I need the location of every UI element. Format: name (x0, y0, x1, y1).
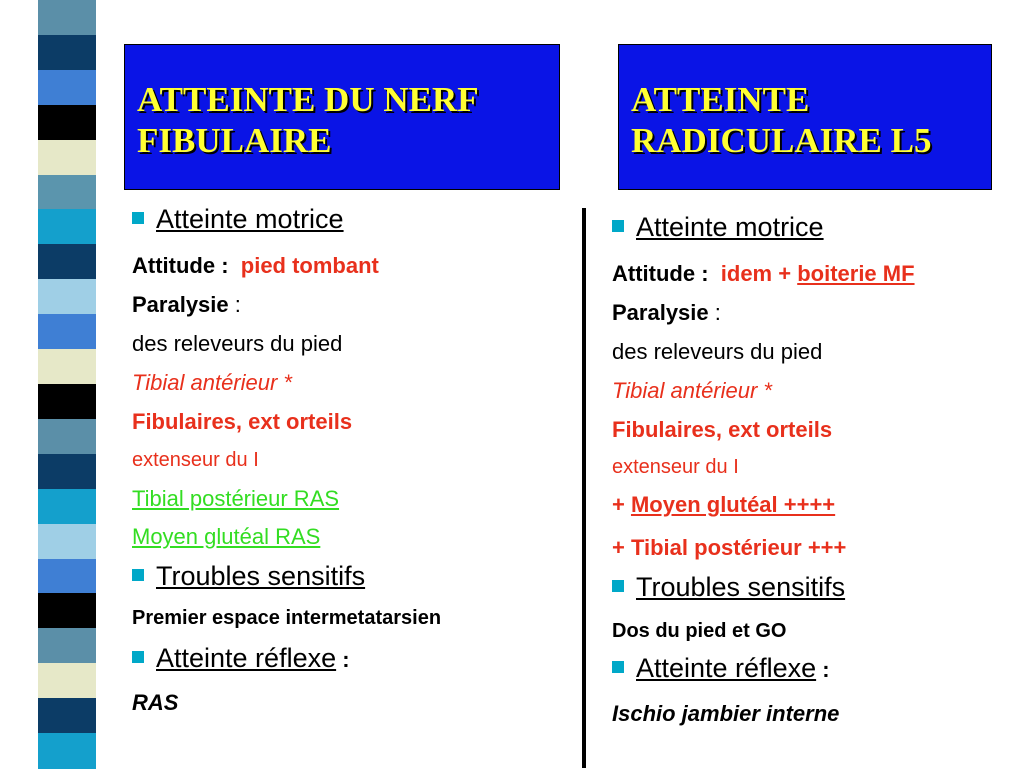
right-motrice-item (612, 212, 824, 243)
left-motrice-item (132, 204, 344, 235)
right-paralysie-line (612, 300, 721, 326)
right-attitude-label: Attitude : (612, 261, 709, 286)
square-bullet-icon (612, 661, 624, 673)
stripe-block (38, 489, 96, 525)
left-attitude-label: Attitude : (132, 253, 229, 278)
left-reflexe-detail: RAS (132, 690, 179, 715)
stripe-block (38, 35, 96, 71)
right-attitude-line (612, 261, 915, 287)
right-reflexe-item (612, 653, 830, 684)
right-reflexe-colon: : (816, 657, 830, 682)
left-attitude-line (132, 253, 379, 279)
stripe-block (38, 524, 96, 560)
left-moyen-gluteal: Moyen glutéal RAS (132, 524, 321, 549)
left-reflexe-colon: : (336, 647, 350, 672)
left-tibial-posterieur: Tibial postérieur RAS (132, 486, 340, 511)
right-moyen-gluteal-line (612, 492, 835, 518)
right-sensitifs-heading: Troubles sensitifs (636, 572, 846, 602)
left-fibulaires: Fibulaires, ext orteils (132, 409, 353, 434)
stripe-block (38, 733, 96, 769)
left-reflexe-heading: Atteinte réflexe (156, 643, 337, 673)
square-bullet-icon (132, 212, 144, 224)
stripe-block (38, 70, 96, 106)
right-attitude-plus: + (772, 261, 798, 286)
right-title-box (618, 44, 992, 190)
square-bullet-icon (612, 220, 624, 232)
left-reflexe-item (132, 643, 350, 674)
right-paralysie-label: Paralysie (612, 300, 709, 325)
right-moyen-gluteal: Moyen glutéal ++++ (630, 492, 836, 517)
stripe-block (38, 314, 96, 350)
right-tibial-anterieur: Tibial antérieur * (612, 378, 772, 403)
right-moyen-plus: + (612, 492, 631, 517)
left-sensitifs-item (132, 561, 365, 592)
stripe-block (38, 628, 96, 664)
left-extenseur: extenseur du I (132, 449, 259, 471)
left-tibial-anterieur: Tibial antérieur * (132, 370, 292, 395)
stripe-block (38, 140, 96, 176)
right-attitude-boiterie: boiterie MF (797, 261, 915, 286)
right-paralysie-colon: : (708, 300, 721, 325)
stripe-block (38, 698, 96, 734)
left-attitude-value: pied tombant (240, 253, 379, 278)
right-tibial-posterieur: + Tibial postérieur +++ (612, 535, 847, 560)
decorative-stripe (0, 0, 118, 768)
right-fibulaires: Fibulaires, ext orteils (612, 417, 833, 442)
left-paralysie-line (132, 292, 241, 318)
left-title-box (124, 44, 560, 190)
right-motrice-heading: Atteinte motrice (636, 212, 824, 242)
right-sensitifs-item (612, 572, 845, 603)
stripe-block (38, 663, 96, 699)
right-releveurs: des releveurs du pied (612, 339, 823, 364)
stripe-block (38, 593, 96, 629)
stripe-block (38, 175, 96, 211)
stripe-block (38, 384, 96, 420)
right-sensitifs-detail: Dos du pied et GO (612, 620, 787, 642)
stripe-block (38, 349, 96, 385)
stripe-block (38, 454, 96, 490)
square-bullet-icon (612, 580, 624, 592)
stripe-block (38, 209, 96, 245)
right-reflexe-detail: Ischio jambier interne (612, 701, 840, 726)
left-paralysie-colon: : (228, 292, 241, 317)
stripe-block (38, 279, 96, 315)
stripe-block (38, 559, 96, 595)
left-sensitifs-detail: Premier espace intermetatarsien (132, 607, 442, 629)
right-attitude-idem: idem (720, 261, 773, 286)
left-paralysie-label: Paralysie (132, 292, 229, 317)
stripe-block (38, 0, 96, 36)
left-releveurs: des releveurs du pied (132, 331, 343, 356)
stripe-block (38, 244, 96, 280)
left-sensitifs-heading: Troubles sensitifs (156, 561, 366, 591)
square-bullet-icon (132, 651, 144, 663)
stripe-column (38, 0, 96, 768)
stripe-block (38, 105, 96, 141)
right-extenseur: extenseur du I (612, 456, 739, 478)
stripe-block (38, 419, 96, 455)
right-reflexe-heading: Atteinte réflexe (636, 653, 817, 683)
right-title: ATTEINTE RADICULAIRE L5 (631, 80, 932, 160)
square-bullet-icon (132, 569, 144, 581)
left-title: ATTEINTE DU NERF FIBULAIRE (137, 80, 478, 160)
left-motrice-heading: Atteinte motrice (156, 204, 344, 234)
column-divider (582, 208, 586, 768)
